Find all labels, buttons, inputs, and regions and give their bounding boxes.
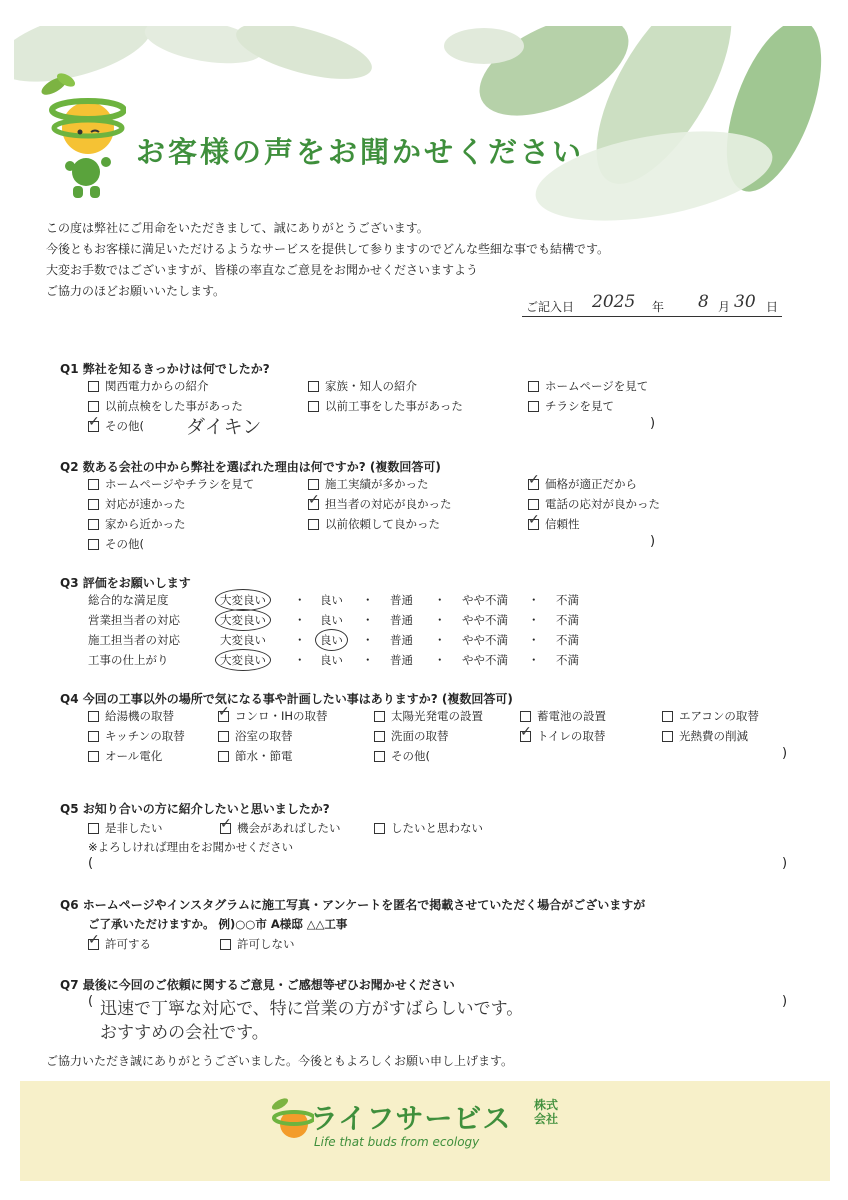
q2-option[interactable] — [308, 476, 429, 492]
rating-dot: ・ — [362, 633, 374, 647]
rating-dot: ・ — [434, 613, 446, 627]
rating-option[interactable]: 不満 — [556, 653, 579, 667]
option-label: 家族・知人の紹介 — [325, 379, 417, 393]
option-label: 対応が速かった — [105, 497, 186, 511]
rating-option[interactable]: 普通 — [390, 633, 413, 647]
checkbox[interactable] — [218, 731, 229, 742]
checkbox[interactable] — [308, 401, 319, 412]
option-label: オール電化 — [105, 749, 163, 763]
check-mark-icon: ✓ — [88, 413, 100, 430]
rating-option[interactable]: やや不満 — [462, 613, 508, 627]
q2-option[interactable] — [88, 476, 254, 492]
logo-kaisha: 株式会社 — [534, 1098, 559, 1126]
q5-option[interactable] — [374, 820, 483, 836]
entry-date — [522, 294, 782, 317]
rating-dot: ・ — [294, 653, 306, 667]
date-month-unit: 月 — [718, 300, 731, 314]
rating-dot: ・ — [434, 593, 446, 607]
logo-tagline: Life that buds from ecology — [314, 1135, 480, 1149]
checkbox[interactable] — [308, 519, 319, 530]
q5-title: Q5 お知り合いの方に紹介したいと思いましたか? — [60, 802, 330, 816]
date-day[interactable]: 30 — [734, 292, 756, 312]
q5-option[interactable] — [220, 815, 341, 836]
rating-option[interactable]: やや不満 — [462, 633, 508, 647]
option-label: 光熱費の削減 — [679, 729, 748, 743]
option-label: 浴室の取替 — [235, 729, 293, 743]
checkbox-checked[interactable] — [528, 511, 540, 530]
option-label: キッチンの取替 — [105, 729, 185, 743]
intro-text — [46, 218, 766, 302]
q6-title: Q6 ホームページやインスタグラムに施工写真・アンケートを匿名で掲載させていただく場合がございますが — [60, 898, 646, 912]
q1-other-answer[interactable]: ダイキン — [186, 416, 262, 438]
q2-option[interactable] — [528, 496, 660, 512]
q5-note: ※よろしければ理由をお聞かせください — [88, 840, 294, 854]
option-label: チラシを見て — [545, 399, 614, 413]
checkbox[interactable] — [88, 823, 99, 834]
q4-option[interactable] — [662, 728, 748, 744]
option-label: 関西電力からの紹介 — [105, 379, 209, 393]
checkbox-checked[interactable] — [88, 413, 100, 432]
check-mark-icon: ✓ — [520, 723, 532, 740]
option-label: 洗面の取替 — [391, 729, 449, 743]
option-label: コンロ・IHの取替 — [235, 709, 328, 723]
option-label: ホームページを見て — [545, 379, 649, 393]
q2-option[interactable] — [88, 516, 186, 532]
checkbox[interactable] — [88, 731, 99, 742]
check-mark-icon: ✓ — [528, 511, 540, 528]
q4-option[interactable] — [662, 708, 759, 724]
q1-option[interactable] — [308, 378, 417, 394]
date-label: ご記入日 — [526, 300, 575, 314]
open-paren: ( — [88, 994, 94, 1009]
option-label: ホームページやチラシを見て — [105, 477, 255, 491]
checkbox-checked[interactable] — [218, 703, 230, 722]
option-label: 太陽光発電の設置 — [391, 709, 483, 723]
checkbox[interactable] — [528, 499, 539, 510]
checkbox-checked[interactable] — [308, 491, 320, 510]
rating-dot: ・ — [362, 653, 374, 667]
open-paren: ( — [88, 856, 94, 871]
rating-dot: ・ — [294, 613, 306, 627]
leaf-background — [14, 26, 830, 226]
option-label: トイレの取替 — [537, 729, 606, 743]
checkbox[interactable] — [88, 751, 99, 762]
option-label: 機会があればしたい — [237, 821, 341, 835]
checkbox[interactable] — [374, 823, 385, 834]
checkbox[interactable] — [218, 751, 229, 762]
checkbox[interactable] — [88, 539, 99, 550]
checkbox[interactable] — [220, 939, 231, 950]
check-mark-icon: ✓ — [220, 815, 232, 832]
q6-title-line2: ご了承いただけますか。 例)○○市 A様邸 △△工事 — [88, 917, 348, 931]
option-label: 許可しない — [237, 937, 295, 951]
checkbox-checked[interactable] — [220, 815, 232, 834]
option-label: その他( — [391, 749, 430, 763]
check-mark-icon: ✓ — [528, 471, 540, 488]
q7-answer-line2[interactable]: おすすめの会社です。 — [100, 1023, 269, 1043]
intro-line: 今後ともお客様に満足いただけるようなサービスを提供して参りますのでどんな些細な事でも結構です。 — [46, 242, 610, 256]
checkbox[interactable] — [308, 381, 319, 392]
logo-mark-icon — [270, 1094, 314, 1144]
checkbox[interactable] — [520, 711, 531, 722]
option-label: エアコンの取替 — [679, 709, 759, 723]
q2-option[interactable] — [88, 496, 186, 512]
q2-option[interactable] — [528, 471, 637, 492]
option-label: 以前工事をした事があった — [325, 399, 463, 413]
rating-dot: ・ — [294, 633, 306, 647]
rating-dot: ・ — [528, 633, 540, 647]
rating-option[interactable]: やや不満 — [462, 653, 508, 667]
option-label: 以前点検をした事があった — [105, 399, 243, 413]
rating-dot: ・ — [528, 593, 540, 607]
rating-option[interactable]: 良い — [320, 593, 343, 607]
rating-dot: ・ — [434, 633, 446, 647]
q4-option[interactable] — [218, 728, 293, 744]
rating-option[interactable]: 普通 — [390, 613, 413, 627]
check-mark-icon: ✓ — [88, 931, 100, 948]
q2-title: Q2 数ある会社の中から弊社を選ばれた理由は何ですか? (複数回答可) — [60, 460, 441, 474]
q4-option[interactable] — [88, 728, 185, 744]
rating-option[interactable]: 普通 — [390, 653, 413, 667]
q4-title: Q4 今回の工事以外の場所で気になる事や計画したい事はありますか? (複数回答可) — [60, 692, 513, 706]
rating-dot: ・ — [528, 613, 540, 627]
option-label: 是非したい — [105, 821, 163, 835]
option-label: 以前依頼して良かった — [325, 517, 440, 531]
q1-option-other[interactable] — [88, 413, 144, 434]
q2-option[interactable] — [308, 491, 452, 512]
q4-option[interactable] — [374, 708, 483, 724]
rating-label: 工事の仕上がり — [88, 653, 169, 667]
checkbox[interactable] — [528, 401, 539, 412]
q5-option[interactable] — [88, 820, 163, 836]
q7-answer-line1[interactable]: 迅速で丁寧な対応で、特に営業の方がすばらしいです。 — [100, 999, 524, 1019]
date-month[interactable]: 8 — [698, 292, 709, 312]
rating-dot: ・ — [362, 593, 374, 607]
checkbox-checked[interactable] — [528, 471, 540, 490]
intro-line: 大変お手数ではございますが、皆様の率直なご意見をお聞かせくださいますよう — [46, 263, 479, 277]
q1-title: Q1 弊社を知るきっかけは何でしたか? — [60, 362, 270, 376]
checkbox[interactable] — [662, 731, 673, 742]
q1-option[interactable] — [88, 378, 209, 394]
check-mark-icon: ✓ — [218, 703, 230, 720]
checkbox[interactable] — [374, 711, 385, 722]
checkbox[interactable] — [374, 731, 385, 742]
intro-line: ご協力のほどお願いいたします。 — [46, 284, 226, 298]
rating-dot: ・ — [362, 613, 374, 627]
close-paren: ) — [782, 994, 788, 1009]
mascot-icon — [36, 70, 126, 210]
close-paren: ) — [782, 856, 788, 871]
checkbox-checked[interactable] — [520, 723, 532, 742]
option-label: 蓄電池の設置 — [537, 709, 606, 723]
checkbox[interactable] — [88, 381, 99, 392]
closing-message: ご協力いただき誠にありがとうございました。今後ともよろしくお願い申し上げます。 — [46, 1054, 514, 1068]
q7-title: Q7 最後に今回のご依頼に関するご意見・ご感想等ぜひお聞かせください — [60, 978, 455, 992]
option-label: 家から近かった — [105, 517, 186, 531]
checkbox[interactable] — [88, 499, 99, 510]
q4-option[interactable] — [520, 708, 606, 724]
rating-option-selected[interactable]: 大変良い — [215, 589, 271, 611]
checkbox-checked[interactable] — [88, 931, 100, 950]
checkbox[interactable] — [88, 401, 99, 412]
option-label: 信頼性 — [545, 517, 580, 531]
checkbox[interactable] — [662, 711, 673, 722]
rating-option[interactable]: 不満 — [556, 593, 579, 607]
page-title: お客様の声をお聞かせください — [136, 135, 585, 169]
close-paren: ) — [650, 416, 656, 431]
q4-option[interactable] — [218, 748, 293, 764]
option-label: したいと思わない — [391, 821, 483, 835]
q1-option[interactable] — [528, 378, 648, 394]
intro-line: この度は弊社にご用命をいただきまして、誠にありがとうございます。 — [46, 221, 429, 235]
checkbox[interactable] — [88, 479, 99, 490]
rating-label: 総合的な満足度 — [88, 593, 169, 607]
q4-option[interactable] — [218, 703, 328, 724]
checkbox[interactable] — [88, 519, 99, 530]
logo-name: ライフサービス — [310, 1102, 512, 1135]
rating-option[interactable]: 良い — [320, 653, 343, 667]
rating-option[interactable]: やや不満 — [462, 593, 508, 607]
option-label: 節水・節電 — [235, 749, 293, 763]
q4-option[interactable] — [520, 723, 606, 744]
q4-option-other[interactable] — [374, 748, 430, 764]
date-year[interactable]: 2025 — [592, 292, 636, 312]
option-label: 電話の応対が良かった — [545, 497, 660, 511]
rating-option-selected[interactable]: 大変良い — [215, 609, 271, 631]
rating-label: 施工担当者の対応 — [88, 633, 180, 647]
rating-dot: ・ — [528, 653, 540, 667]
q3-title: Q3 評価をお願いします — [60, 576, 191, 590]
option-label: 担当者の対応が良かった — [325, 497, 452, 511]
q4-option[interactable] — [88, 748, 162, 764]
q4-option[interactable] — [88, 708, 174, 724]
date-day-unit: 日 — [766, 300, 779, 314]
option-label: 施工実績が多かった — [325, 477, 429, 491]
date-year-unit: 年 — [652, 300, 665, 314]
check-mark-icon: ✓ — [308, 491, 320, 508]
rating-option-selected[interactable]: 良い — [315, 629, 348, 651]
rating-label: 営業担当者の対応 — [88, 613, 180, 627]
option-label: その他( — [105, 537, 144, 551]
option-label: 許可する — [105, 937, 151, 951]
q4-option[interactable] — [374, 728, 449, 744]
q2-option[interactable] — [528, 511, 580, 532]
rating-option[interactable]: 大変良い — [220, 633, 266, 647]
rating-option[interactable]: 普通 — [390, 593, 413, 607]
rating-dot: ・ — [434, 653, 446, 667]
q6-option[interactable] — [88, 931, 151, 952]
survey-sheet — [14, 26, 830, 1186]
rating-option[interactable]: 不満 — [556, 613, 579, 627]
option-label: 価格が適正だから — [545, 477, 637, 491]
rating-option[interactable]: 不満 — [556, 633, 579, 647]
option-label: その他( — [105, 419, 144, 433]
checkbox[interactable] — [528, 381, 539, 392]
checkbox[interactable] — [308, 479, 319, 490]
q1-option[interactable] — [528, 398, 614, 414]
checkbox[interactable] — [88, 711, 99, 722]
q6-option[interactable] — [220, 936, 295, 952]
option-label: 給湯機の取替 — [105, 709, 174, 723]
rating-option-selected[interactable]: 大変良い — [215, 649, 271, 671]
q2-option-other[interactable] — [88, 536, 144, 552]
q2-option[interactable] — [308, 516, 440, 532]
q1-option[interactable] — [308, 398, 463, 414]
close-paren: ) — [650, 534, 656, 549]
rating-dot: ・ — [294, 593, 306, 607]
rating-option[interactable]: 良い — [320, 613, 343, 627]
checkbox[interactable] — [374, 751, 385, 762]
close-paren: ) — [782, 746, 788, 761]
